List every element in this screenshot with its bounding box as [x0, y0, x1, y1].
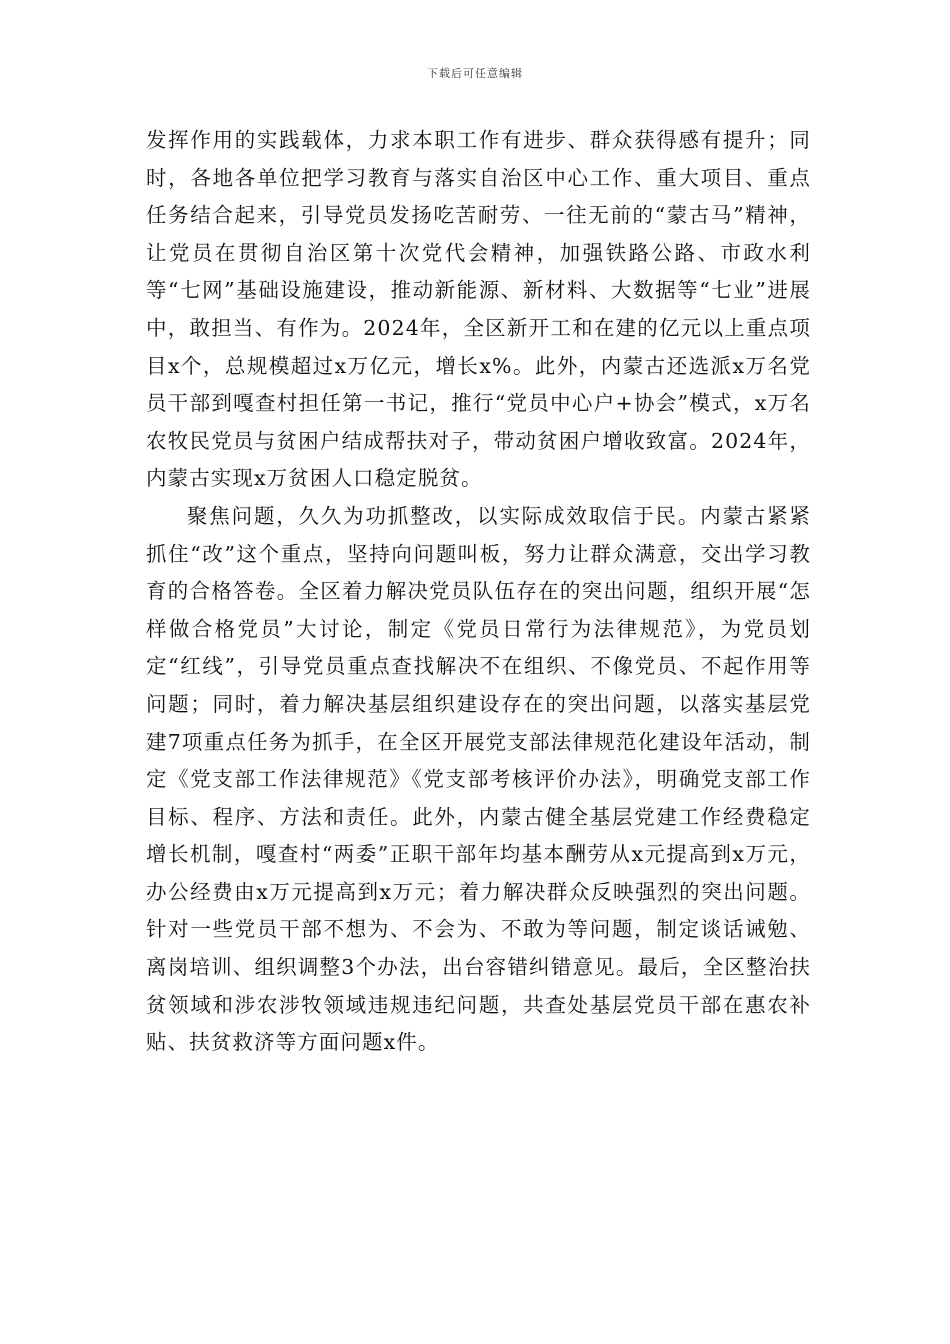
document-body [146, 122, 811, 1062]
paragraph-continuation: 发挥作用的实践载体，力求本职工作有进步、群众获得感有提升；同时，各地各单位把学习教育与落实自治区中心工作、重大项目、重点任务结合起来，引导党员发扬吃苦耐劳、一往无前的“蒙古马”精神，让党员在贯彻自治区第十次党代会精神，加强铁路公路、市政水利等“七网”基础设施建设，推动新能源、新材料、大数据等“七业”进展中，敢担当、有作为。2024年，全区新开工和在建的亿元以上重点项目x个，总规模超过x万亿元，增长x%。此外，内蒙古还选派x万名党员干部到嘎查村担任第一书记，推行“党员中心户+协会”模式，x万名农牧民党员与贫困户结成帮扶对子，带动贫困户增收致富。2024年，内蒙古实现x万贫困人口稳定脱贫。 [146, 128, 811, 491]
page-header-note: 下载后可任意编辑 [427, 67, 523, 80]
paragraph-rectification: 聚焦问题，久久为功抓整改，以实际成效取信于民。内蒙古紧紧抓住“改”这个重点，坚持向问题叫板，努力让群众满意，交出学习教育的合格答卷。全区着力解决党员队伍存在的突出问题，组织开展“怎样做合格党员”大讨论，制定《党员日常行为法律规范》，为党员划定“红线”，引导党员重点查找解决不在组织、不像党员、不起作用等问题；同时，着力解决基层组织建设存在的突出问题，以落实基层党建7项重点任务为抓手，在全区开展党支部法律规范化建设年活动，制定《党支部工作法律规范》《党支部考核评价办法》，明确党支部工作目标、程序、方法和责任。此外，内蒙古健全基层党建工作经费稳定增长机制，嘎查村“两委”正职干部年均基本酬劳从x元提高到x万元，办公经费由x万元提高到x万元；着力解决群众反映强烈的突出问题。针对一些党员干部不想为、不会为、不敢为等问题，制定谈话诫勉、离岗培训、组织调整3个办法，出台容错纠错意见。最后，全区整治扶贫领域和涉农涉牧领域违规违纪问题，共查处基层党员干部在惠农补贴、扶贫救济等方面问题x件。 [146, 503, 811, 1055]
